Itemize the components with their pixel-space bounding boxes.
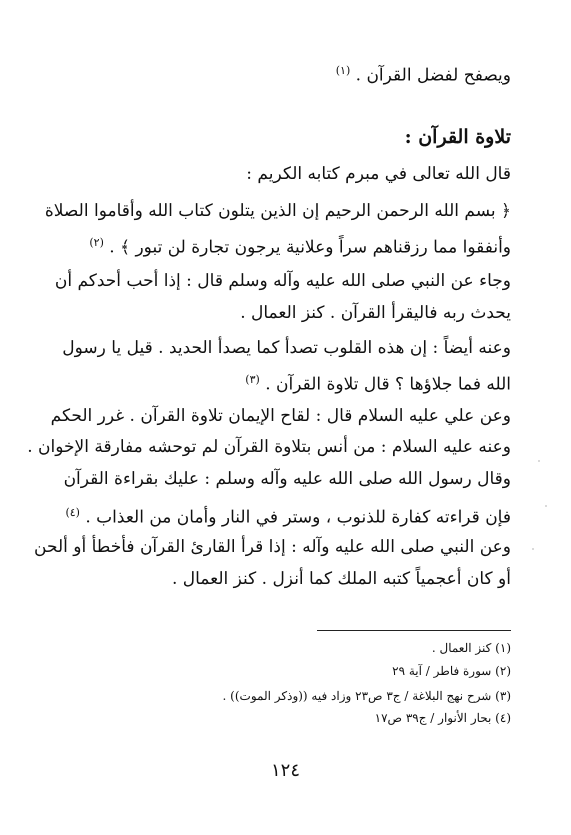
text-line-5 [60,232,511,259]
line-14-text: وعن النبي صلى الله عليه وآله : إذا قرأ القارئ القرآن فأخطأ أو ألحن [34,537,511,557]
line-4-text: ﴿ بسم الله الرحمن الرحيم إن الذين يتلون كتاب الله وأقاموا الصلاة [44,201,511,221]
text-line-1 [60,60,511,87]
text-line-15 [60,568,511,590]
footnote-ref-3: (٣) [245,373,260,386]
footnote-4: (٤) بحار الأنوار / ج٣٩ ص١٧ [374,711,511,725]
line-9-text: الله فما جلاؤها ؟ قال تلاوة القرآن . [265,374,511,395]
text-line-12 [60,468,511,490]
footnote-ref-2: (٢) [89,236,104,249]
heading-text: تلاوة القرآن : [404,126,511,148]
line-7-text: يحدث ربه فاليقرأ القرآن . كنز العمال . [240,303,511,323]
line-3-text: قال الله تعالى في مبرم كتابه الكريم : [246,164,511,184]
scan-speck [532,548,534,550]
footnote-ref-4: (٤) [65,506,80,519]
text-line-4 [44,200,511,222]
line-6-text: وجاء عن النبي صلى الله عليه وآله وسلم قال : إذا أحب أحدكم أن [54,271,511,291]
footnote-ref-1: (١) [335,64,351,77]
page-number: ١٢٤ [270,760,300,781]
line-1-text: ويصفح لفضل القرآن . [355,65,511,86]
line-5-text: وأنفقوا مما رزقناهم سراً وعلانية يرجون تجارة لن تبور ﴾ . [109,237,511,258]
text-line-3 [60,163,511,185]
line-13-text: فإن قراءته كفارة للذنوب ، وستر في النار وأمان من العذاب . [85,507,511,528]
text-line-13 [60,502,511,529]
text-line-14 [34,536,511,558]
scan-speck [545,505,547,507]
section-heading [60,126,511,148]
text-line-10 [50,405,511,427]
text-line-7 [60,302,511,324]
footnote-3: (٣) شرح نهج البلاغة / ج٣ ص٢٣ وزاد فيه ((وذكر الموت)) . [222,689,511,703]
text-line-6 [54,270,511,292]
line-8-text: وعنه أيضاً : إن هذه القلوب تصدأ كما يصدأ الحديد . قيل يا رسول [62,338,511,358]
line-15-text: أو كان أعجمياً كتبه الملك كما أنزل . كنز العمال . [171,569,511,589]
text-line-8 [60,337,511,359]
scan-speck [538,460,540,462]
footnote-divider [317,630,511,631]
line-12-text: وقال رسول الله صلى الله عليه وآله وسلم : عليك بقراءة القرآن [63,469,511,489]
text-line-11 [27,436,511,458]
footnote-2: (٢) سورة فاطر / آية ٢٩ [392,664,511,678]
text-line-9 [60,369,511,396]
line-10-text: وعن علي عليه السلام قال : لقاح الإيمان تلاوة القرآن . غرر الحكم [50,406,511,426]
footnote-1: (١) كنز العمال . [431,641,511,655]
line-11-text: وعنه عليه السلام : من أنس بتلاوة القرآن لم توحشه مفارقة الإخوان . [27,437,511,457]
